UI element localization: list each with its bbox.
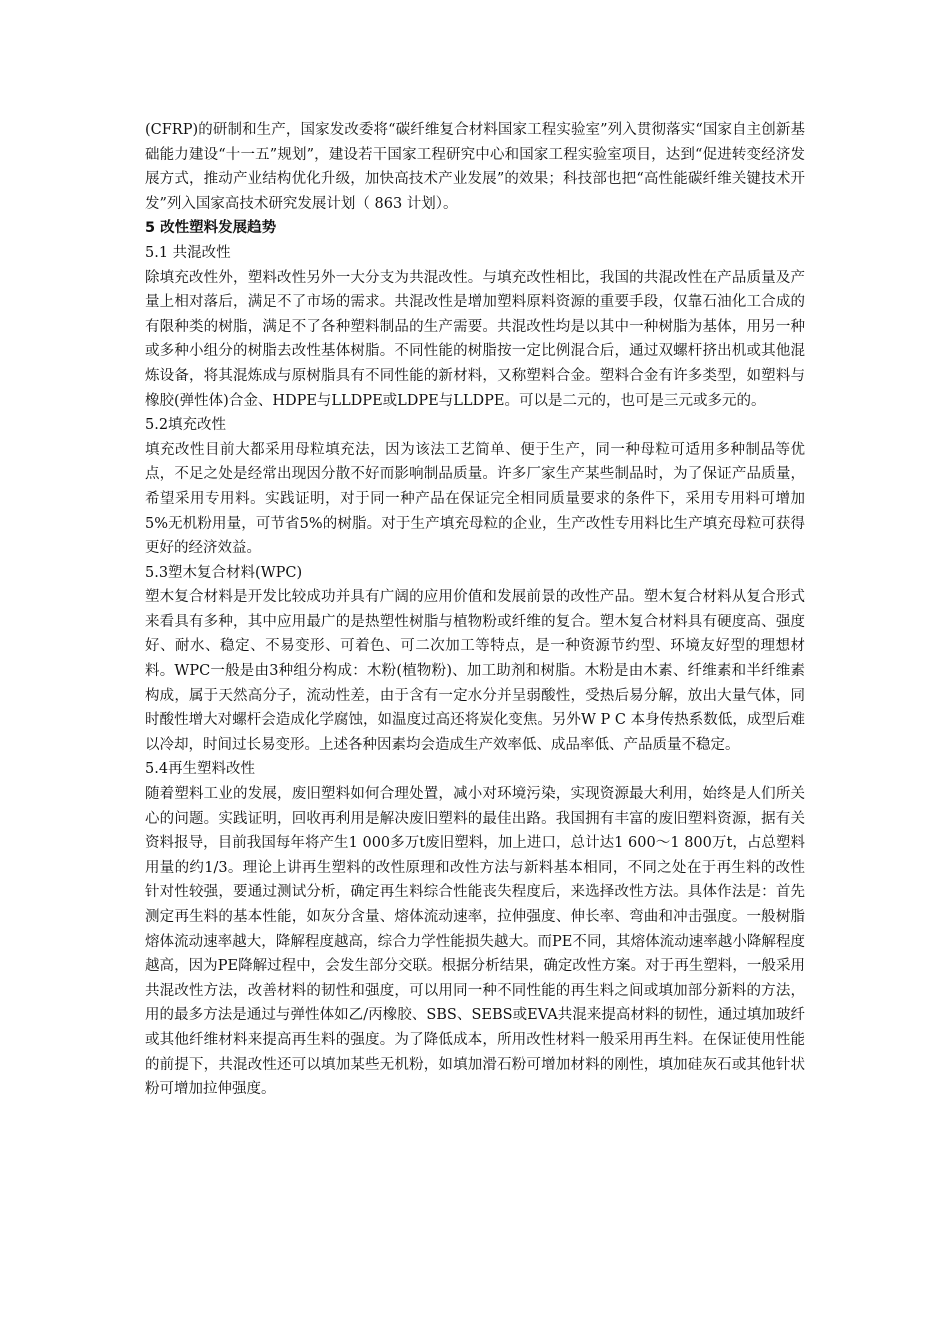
subsection-body-5-4: 随着塑料工业的发展，废旧塑料如何合理处置，减小对环境污染，实现资源最大利用，始终是人们所关心的问题。实践证明，回收再利用是解决废旧塑料的最佳出路。我国拥有丰富的废旧塑料资源，据有关资料报导，目前我国每年将产生1 000多万t废旧塑料，加上进口，总计达1 600～1 800万t，占总塑料用量的约1/3。理论上讲再生塑料的改性原理和改性方法与新料基本相同，不同之处在于再生料的改性针对性较强，要通过测试分析，确定再生料综合性能丧失程度后，来选择改性方法。具体作法是：首先测定再生料的基本性能，如灰分含量、熔体流动速率，拉伸强度、伸长率、弯曲和冲击强度。一般树脂熔体流动速率越大，降解程度越高，综合力学性能损失越大。而PE不同，其熔体流动速率越小降解程度越高，因为PE降解过程中，会发生部分交联。根据分析结果，确定改性方案。对于再生塑料，一般采用共混改性方法，改善材料的韧性和强度，可以用同一种不同性能的再生料之间或填加部分新料的方法，用的最多方法是通过与弹性体如乙/丙橡胶、SBS、SEBS或EVA共混来提高材料的韧性，通过填加玻纤或其他纤维材料来提高再生料的强度。为了降低成本，所用改性材料一般采用再生料。在保证使用性能的前提下，共混改性还可以填加某些无机粉，如填加滑石粉可增加材料的刚性，填加硅灰石或其他针状粉可增加拉伸强度。 xyxy=(145,786,805,1098)
subsection-title-5-2: 5.2填充改性 xyxy=(145,417,227,434)
intro-paragraph: (CFRP)的研制和生产，国家发改委将“碳纤维复合材料国家工程实验室”列入贯彻落实“国家自主创新基础能力建设“十一五”规划”，建设若干国家工程研究中心和国家工程实验室项目，达到“促进转变经济发展方式，推动产业结构优化升级，加快高技术产业发展”的效果；科技部也把“高性能碳纤维关键技术开发”列入国家高技术研究发展计划（ 863 计划）。 xyxy=(145,122,805,212)
subsection-title-5-3: 5.3塑木复合材料(WPC) xyxy=(145,564,303,581)
section-heading: 5 改性塑料发展趋势 xyxy=(145,220,277,237)
subsection-body-5-2: 填充改性目前大都采用母粒填充法，因为该法工艺简单、便于生产，同一种母粒可适用多种制品等优点，不足之处是经常出现因分散不好而影响制品质量。许多厂家生产某些制品时，为了保证产品质量，希望采用专用料。实践证明，对于同一种产品在保证完全相同质量要求的条件下，采用专用料可增加5%无机粉用量，可节省5%的树脂。对于生产填充母粒的企业，生产改性专用料比生产填充母粒可获得更好的经济效益。 xyxy=(145,441,805,557)
subsection-body-5-3: 塑木复合材料是开发比较成功并具有广阔的应用价值和发展前景的改性产品。塑木复合材料从复合形式来看具有多种，其中应用最广的是热塑性树脂与植物粉或纤维的复合。塑木复合材料具有硬度高、强度好、耐水、稳定、不易变形、可着色、可二次加工等特点，是一种资源节约型、环境友好型的理想材料。WPC一般是由3种组分构成：木粉(植物粉)、加工助剂和树脂。木粉是由木素、纤维素和半纤维素构成，属于天然高分子，流动性差，由于含有一定水分并呈弱酸性，受热后易分解，放出大量气体，同时酸性增大对螺杆会造成化学腐蚀，如温度过高还将炭化变焦。另外W P C 本身传热系数低，成型后难以冷却，时间过长易变形。上述各种因素均会造成生产效率低、成品率低、产品质量不稳定。 xyxy=(145,589,805,753)
text-column xyxy=(145,118,805,1102)
subsection-title-5-1: 5.1 共混改性 xyxy=(145,244,231,261)
subsection-title-5-4: 5.4再生塑料改性 xyxy=(145,761,256,778)
subsection-body-5-1: 除填充改性外，塑料改性另外一大分支为共混改性。与填充改性相比，我国的共混改性在产品质量及产量上相对落后，满足不了市场的需求。共混改性是增加塑料原料资源的重要手段，仅靠石油化工合成的有限种类的树脂，满足不了各种塑料制品的生产需要。共混改性均是以其中一种树脂为基体，用另一种或多种小组分的树脂去改性基体树脂。不同性能的树脂按一定比例混合后，通过双螺杆挤出机或其他混炼设备，将其混炼成与原树脂具有不同性能的新材料，又称塑料合金。塑料合金有许多类型，如塑料与橡胶(弹性体)合金、HDPE与LLDPE或LDPE与LLDPE。可以是二元的，也可是三元或多元的。 xyxy=(145,269,805,409)
